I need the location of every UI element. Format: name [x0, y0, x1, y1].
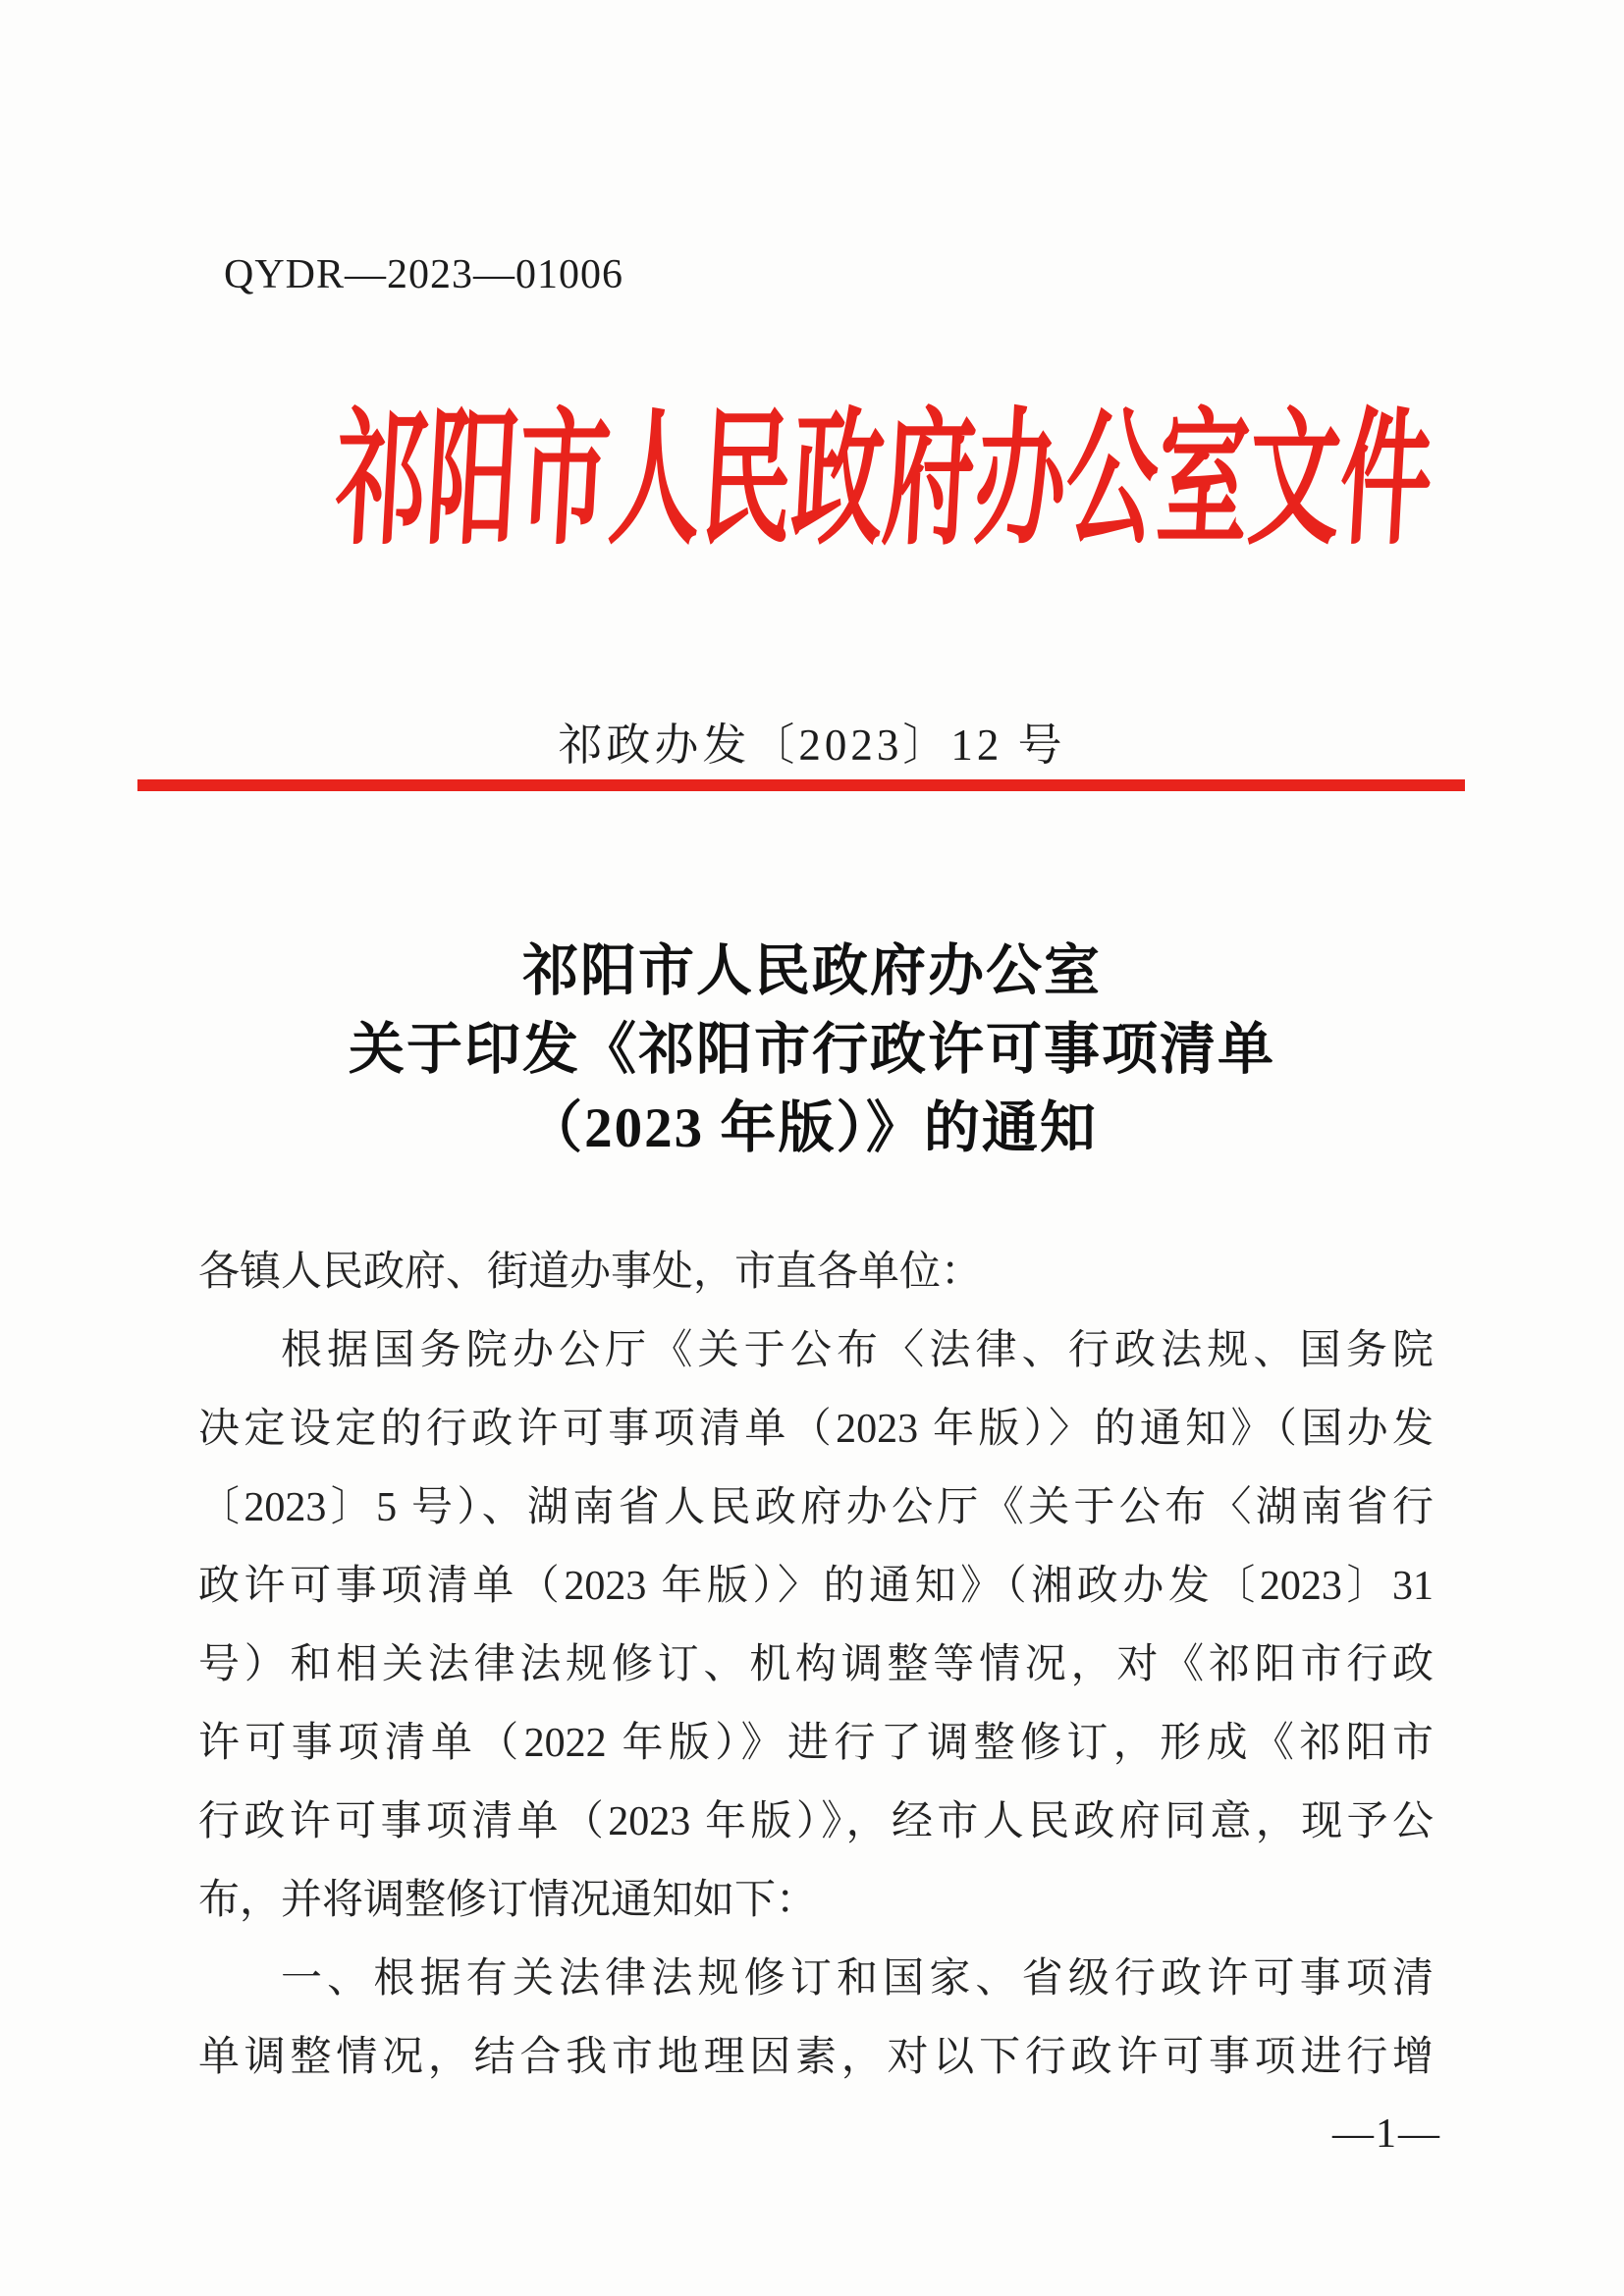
letterhead-org-title: 祁阳市人民政府办公室文件: [331, 400, 1436, 562]
body-line: 行政许可事项清单（2023 年版）》，经市人民政府同意，现予公: [198, 1799, 1434, 1844]
body-line: 政许可事项清单（2023 年版）〉的通知》（湘政办发〔2023〕31: [198, 1564, 1434, 1609]
doc-number: 祁政办发〔2023〕12 号: [558, 721, 1066, 770]
body-line: 〔2023〕5 号）、湖南省人民政府办公厅《关于公布〈湖南省行: [198, 1485, 1434, 1530]
body-line: 决定设定的行政许可事项清单（2023 年版）〉的通知》（国办发: [198, 1407, 1434, 1452]
body-line: 许可事项清单（2022 年版）》进行了调整修订，形成《祁阳市: [198, 1721, 1434, 1766]
red-divider-rule: [137, 779, 1465, 791]
doc-title-line-3: （2023 年版）》的通知: [526, 1097, 1098, 1159]
body-line: 根据国务院办公厅《关于公布〈法律、行政法规、国务院: [281, 1328, 1434, 1373]
doc-title-line-1: 祁阳市人民政府办公室: [522, 940, 1102, 1002]
body-line: 一、根据有关法律法规修订和国家、省级行政许可事项清: [281, 1956, 1434, 2002]
doc-reference-code: QYDR—2023—01006: [224, 252, 624, 297]
doc-title: [0, 933, 1624, 1168]
body-line: 布，并将调整修订情况通知如下：: [198, 1878, 818, 1923]
letterhead: [0, 402, 1624, 560]
body-line: 单调整情况，结合我市地理因素，对以下行政许可事项进行增: [198, 2035, 1434, 2080]
page-number: —1—: [1332, 2111, 1441, 2157]
body-line-salutation: 各镇人民政府、街道办事处，市直各单位：: [198, 1250, 983, 1295]
body-line: 号）和相关法律法规修订、机构调整等情况，对《祁阳市行政: [198, 1642, 1434, 1687]
doc-title-line-2: 关于印发《祁阳市行政许可事项清单: [349, 1019, 1275, 1081]
body-text: [198, 1233, 1434, 2097]
